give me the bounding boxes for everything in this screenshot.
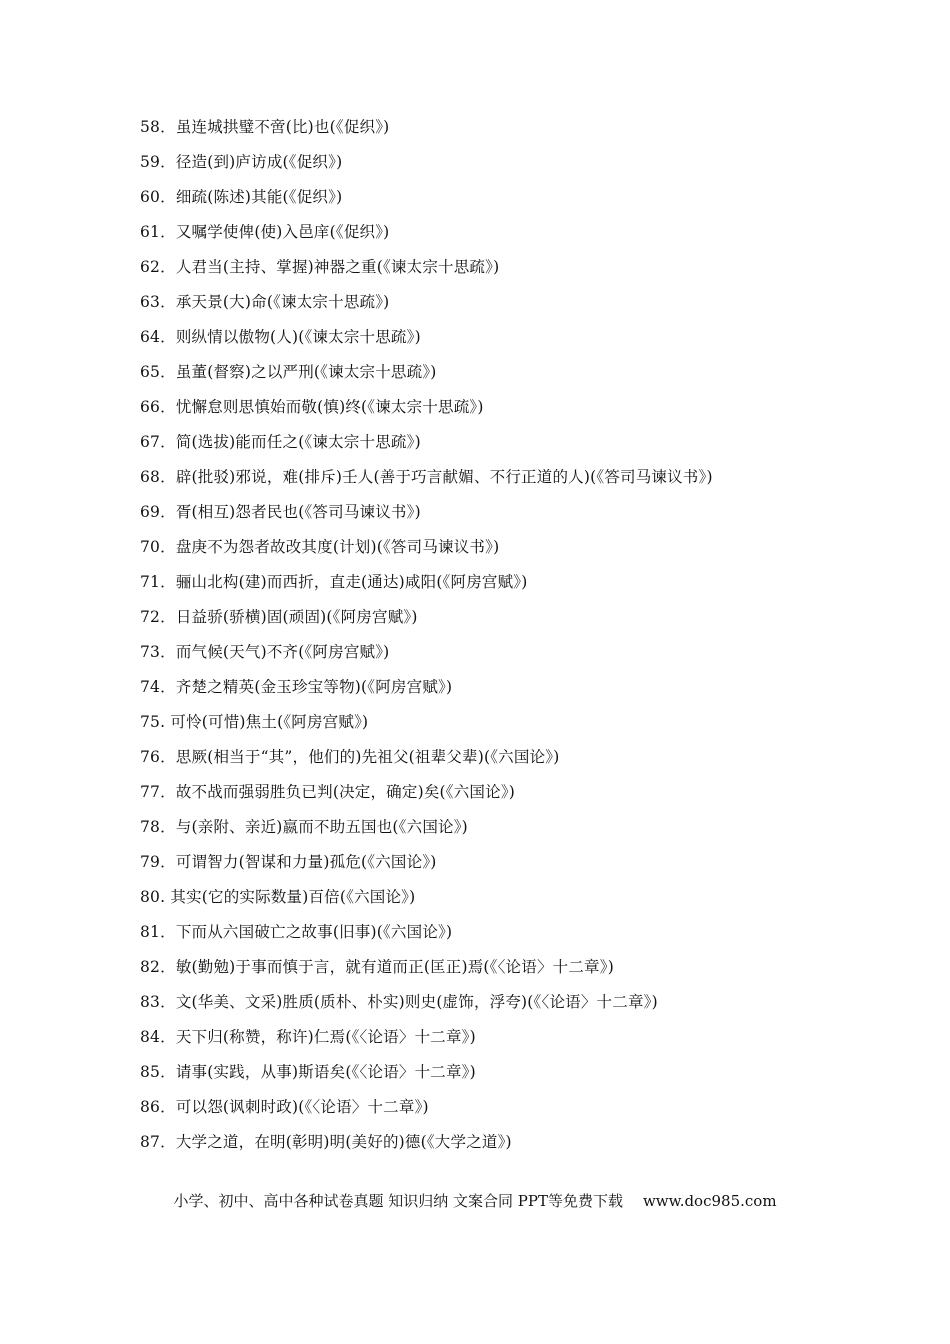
list-item: 76．思厥(相当于“其”，他们的)先祖父(祖辈父辈)(《六国论》) [140,748,560,766]
list-item: 59．径造(到)庐访成(《促织》) [140,153,343,171]
list-item: 65．虽董(督察)之以严刑(《谏太宗十思疏》) [140,363,437,381]
list-item: 75. 可怜(可惜)焦土(《阿房宫赋》) [140,713,369,731]
list-item: 84．天下归(称赞，称许)仁焉(《〈论语〉十二章》) [140,1028,476,1046]
list-item: 81．下而从六国破亡之故事(旧事)(《六国论》) [140,923,453,941]
list-item: 62．人君当(主持、掌握)神器之重(《谏太宗十思疏》) [140,258,500,276]
list-item: 78．与(亲附、亲近)嬴而不助五国也(《六国论》) [140,818,468,836]
entry-list [140,112,930,1162]
list-item: 69．胥(相互)怨者民也(《答司马谏议书》) [140,503,421,521]
list-item: 87．大学之道，在明(彰明)明(美好的)德(《大学之道》) [140,1133,512,1151]
page-footer [0,1188,950,1214]
list-item: 60．细疏(陈述)其能(《促织》) [140,188,343,206]
list-item: 68．辟(批驳)邪说，难(排斥)壬人(善于巧言献媚、不行正道的人)(《答司马谏议书》) [140,468,713,486]
list-item: 85．请事(实践，从事)斯语矣(《〈论语〉十二章》) [140,1063,476,1081]
list-item: 79．可谓智力(智谋和力量)孤危(《六国论》) [140,853,437,871]
list-item: 74．齐楚之精英(金玉珍宝等物)(《阿房宫赋》) [140,678,453,696]
list-item: 86．可以怨(讽刺时政)(《〈论语〉十二章》) [140,1098,429,1116]
list-item: 63．承天景(大)命(《谏太宗十思疏》) [140,293,390,311]
list-item: 61．又嘱学使俾(使)入邑庠(《促织》) [140,223,390,241]
footer-site-link[interactable]: www.doc985.com [642,1192,777,1210]
list-item: 66．忧懈怠则思慎始而敬(慎)终(《谏太宗十思疏》) [140,398,484,416]
list-item: 83．文(华美、文采)胜质(质朴、朴实)则史(虚饰，浮夸)(《〈论语〉十二章》) [140,993,658,1011]
list-item: 77．故不战而强弱胜负已判(决定，确定)矣(《六国论》) [140,783,516,801]
list-item: 82．敏(勤勉)于事而慎于言，就有道而正(匡正)焉(《〈论语〉十二章》) [140,958,614,976]
list-item: 80. 其实(它的实际数量)百倍(《六国论》) [140,888,416,906]
list-item: 71．骊山北构(建)而西折，直走(通达)咸阳(《阿房宫赋》) [140,573,528,591]
list-item: 73．而气候(天气)不齐(《阿房宫赋》) [140,643,390,661]
list-item: 72．日益骄(骄横)固(顽固)(《阿房宫赋》) [140,608,418,626]
list-item: 67．简(选拔)能而任之(《谏太宗十思疏》) [140,433,421,451]
list-item: 64．则纵情以傲物(人)(《谏太宗十思疏》) [140,328,421,346]
footer-text: 小学、初中、高中各种试卷真题 知识归纳 文案合同 PPT等免费下载 [173,1192,623,1210]
list-item: 58．虽连城拱璧不啻(比)也(《促织》) [140,118,390,136]
list-item: 70．盘庚不为怨者故改其度(计划)(《答司马谏议书》) [140,538,500,556]
